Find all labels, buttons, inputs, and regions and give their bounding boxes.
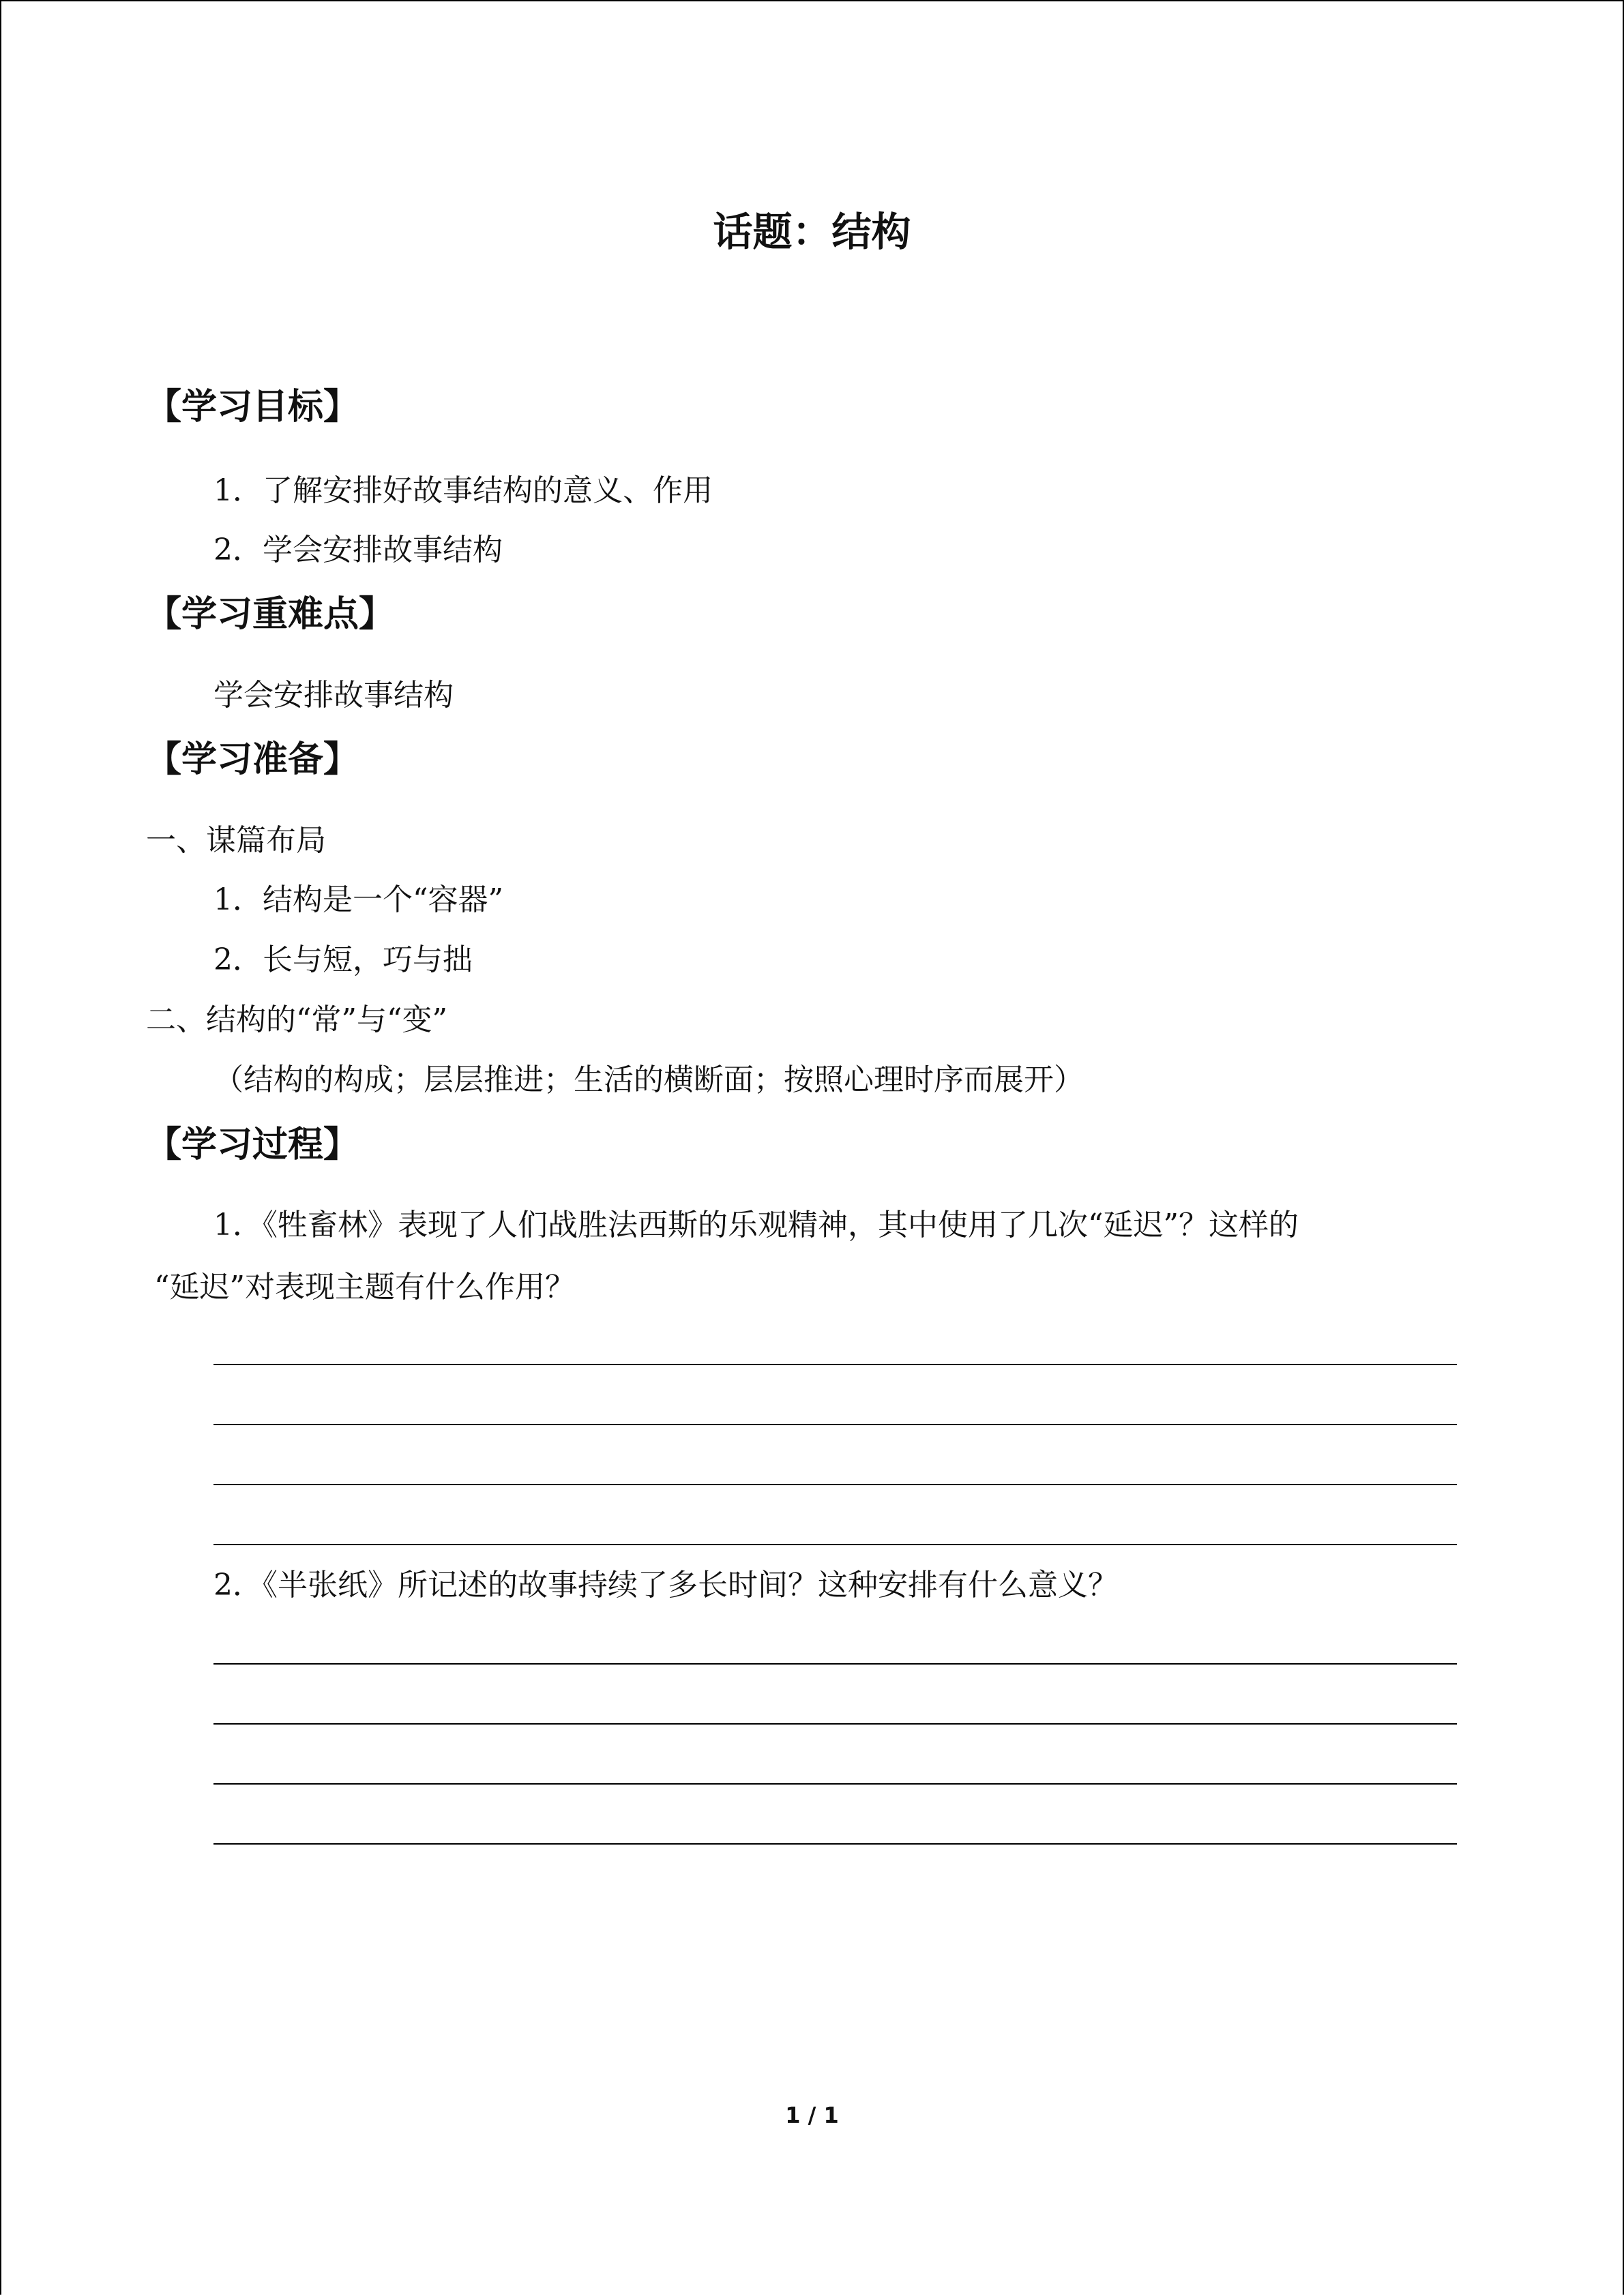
answer-line-q2-4 <box>213 1843 1457 1845</box>
objective-item-2: 2．学会安排故事结构 <box>213 533 503 567</box>
answer-line-q1-2 <box>213 1424 1457 1425</box>
heading-preparation: 【学习准备】 <box>146 739 359 780</box>
preparation-part1-item-2: 2．长与短，巧与拙 <box>213 942 473 977</box>
answer-line-q1-1 <box>213 1364 1457 1365</box>
heading-objectives: 【学习目标】 <box>146 387 359 428</box>
question-1-line-1: 1．《牲畜林》表现了人们战胜法西斯的乐观精神，其中使用了几次“延迟”？这样的 <box>213 1208 1299 1242</box>
question-1-line-2: “延迟”对表现主题有什么作用？ <box>154 1270 575 1304</box>
objective-item-1: 1．了解安排好故事结构的意义、作用 <box>213 473 713 508</box>
heading-key-points: 【学习重难点】 <box>146 594 395 635</box>
answer-line-q2-1 <box>213 1663 1457 1665</box>
answer-line-q2-2 <box>213 1723 1457 1725</box>
answer-line-q2-3 <box>213 1783 1457 1785</box>
heading-process: 【学习过程】 <box>146 1124 359 1165</box>
question-2: 2．《半张纸》所记述的故事持续了多长时间？这种安排有什么意义？ <box>213 1568 1118 1602</box>
preparation-part1-title: 一、谋篇布局 <box>146 823 326 858</box>
preparation-part2-note: （结构的构成；层层推进；生活的横断面；按照心理时序而展开） <box>213 1062 1084 1097</box>
answer-line-q1-3 <box>213 1484 1457 1485</box>
answer-line-q1-4 <box>213 1544 1457 1545</box>
preparation-part1-item-1: 1．结构是一个“容器” <box>213 882 503 917</box>
page-title: 话题：结构 <box>713 209 911 255</box>
key-points-text: 学会安排故事结构 <box>213 678 454 713</box>
page-number: 1 / 1 <box>785 2102 839 2128</box>
preparation-part2-title: 二、结构的“常”与“变” <box>146 1002 447 1037</box>
